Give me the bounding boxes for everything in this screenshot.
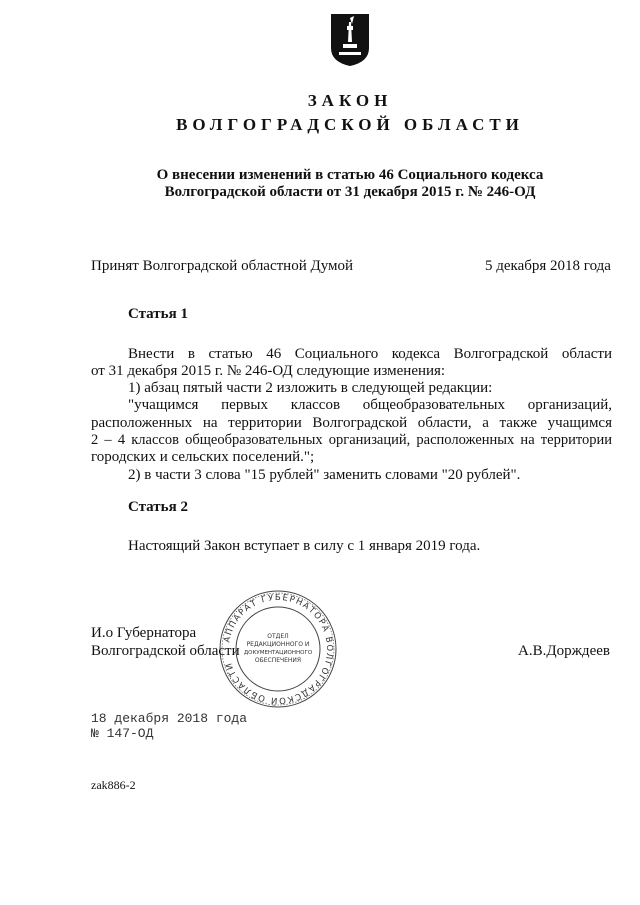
law-subject-line-2: Волгоградской области от 31 декабря 2015 г. № 246-ОД (164, 184, 536, 200)
article-1-line: расположенных на территории Волгоградской области, а также учащимся (91, 415, 612, 431)
registration-number: № 147-ОД (91, 726, 154, 741)
law-title: ЗАКОН (307, 91, 393, 110)
svg-text:АППАРАТ ГУБЕРНАТОРА ВОЛГОГРАДС: АППАРАТ ГУБЕРНАТОРА ВОЛГОГРАДСКОЙ ОБЛАСТИ (222, 592, 335, 706)
region-title: ВОЛГОГРАДСКОЙ ОБЛАСТИ (176, 115, 524, 134)
adoption-date: 5 декабря 2018 года (485, 258, 611, 274)
volgograd-coat-of-arms-icon (329, 12, 371, 68)
adoption-body: Принят Волгоградской областной Думой (91, 258, 354, 274)
article-1-heading: Статья 1 (128, 306, 188, 322)
law-subject-line-1: О внесении изменений в статью 46 Социального кодекса (156, 167, 544, 183)
svg-text:ОТДЕЛ: ОТДЕЛ (267, 633, 289, 640)
signatory-name: А.В.Дорждеев (518, 643, 610, 659)
article-2-text: Настоящий Закон вступает в силу с 1 января 2019 года. (128, 538, 481, 554)
signatory-title: И.о Губернатора (91, 625, 197, 641)
signatory-region: Волгоградской области (91, 643, 240, 659)
article-1-line: от 31 декабря 2015 г. № 246-ОД следующие изменения: (91, 363, 446, 379)
article-2-heading: Статья 2 (128, 499, 188, 515)
article-1-line: 2) в части 3 слова "15 рублей" заменить словами "20 рублей". (128, 467, 521, 483)
article-1-line: городских и сельских поселений."; (91, 449, 315, 465)
svg-text:ОБЕСПЕЧЕНИЯ: ОБЕСПЕЧЕНИЯ (254, 657, 302, 664)
svg-text:ДОКУМЕНТАЦИОННОГО: ДОКУМЕНТАЦИОННОГО (243, 650, 313, 656)
article-1-line: "учащимся первых классов общеобразовательных организаций, (128, 397, 612, 413)
document-code: zak886-2 (91, 778, 136, 792)
registration-date: 18 декабря 2018 года (91, 711, 248, 726)
article-1-line: 1) абзац пятый части 2 изложить в следующей редакции: (128, 380, 493, 396)
article-1-line: 2 – 4 классов общеобразовательных организаций, расположенных на территории (91, 432, 612, 448)
svg-text:РЕДАКЦИОННОГО И: РЕДАКЦИОННОГО И (246, 641, 310, 648)
article-1-line: Внести в статью 46 Социального кодекса Волгоградской области (128, 346, 612, 362)
